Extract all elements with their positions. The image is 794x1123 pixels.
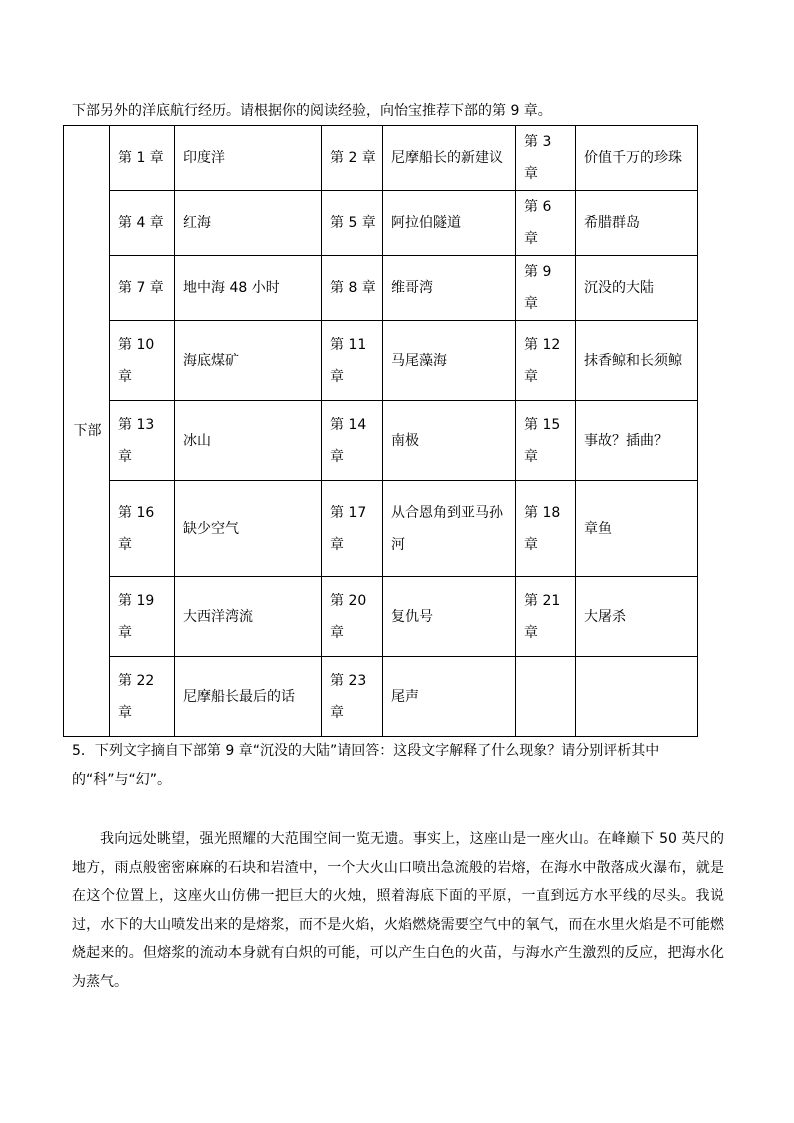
chapter-number: 第 18 章 [516,481,576,577]
chapter-number: 第 9 章 [516,256,576,321]
chapter-title: 马尾藻海 [383,321,516,401]
chapter-title: 南极 [383,401,516,481]
chapter-number: 第 17 章 [322,481,383,577]
chapter-title: 希腊群岛 [576,191,698,256]
table-row [64,321,698,401]
chapter-title: 章鱼 [576,481,698,577]
chapter-title: 价值千万的珍珠 [576,126,698,191]
chapter-number [516,657,576,737]
passage-text: 我向远处眺望，强光照耀的大范围空间一览无遗。事实上，这座山是一座火山。在峰巅下 50 英尺的地方，雨点般密密麻麻的石块和岩渣中，一个大火山口喷出急流般的岩熔，在海水中散落成火瀑布，就是在这个位置上，这座火山仿佛一把巨大的火烛，照着海底下面的平原，一直到远方水平线的尽头。我说过，水下的大山喷发出来的是熔浆，而不是火焰，火焰燃烧需要空气中的氧气，而在水里火焰是不可能燃烧起来的。但熔浆的流动本身就有白炽的可能，可以产生白色的火苗，与海水产生激烈的反应，把海水化为蒸气。 [72,831,724,990]
chapter-number: 第 5 章 [322,191,383,256]
chapter-title: 尼摩船长最后的话 [175,657,322,737]
chapter-title: 海底煤矿 [175,321,322,401]
chapter-number: 第 1 章 [110,126,175,191]
chapter-number: 第 3 章 [516,126,576,191]
chapter-number: 第 10 章 [110,321,175,401]
chapter-number: 第 11 章 [322,321,383,401]
chapter-number: 第 6 章 [516,191,576,256]
table-row [64,256,698,321]
chapter-title: 尾声 [383,657,516,737]
chapter-number: 第 20 章 [322,577,383,657]
chapter-number: 第 12 章 [516,321,576,401]
chapter-title: 抹香鲸和长须鲸 [576,321,698,401]
table-row [64,577,698,657]
chapter-title: 从合恩角到亚马孙河 [383,481,516,577]
question-text: 5．下列文字摘自下部第 9 章“沉没的大陆”请回答：这段文字解释了什么现象？请分别评析其中的“科”与“幻”。 [72,743,660,788]
chapter-title: 地中海 48 小时 [175,256,322,321]
chapter-title: 尼摩船长的新建议 [383,126,516,191]
chapter-title: 红海 [175,191,322,256]
chapter-number: 第 2 章 [322,126,383,191]
chapter-title: 冰山 [175,401,322,481]
chapter-title: 阿拉伯隧道 [383,191,516,256]
chapter-number: 第 16 章 [110,481,175,577]
chapter-number: 第 15 章 [516,401,576,481]
chapter-title: 复仇号 [383,577,516,657]
table-row [64,401,698,481]
chapter-number: 第 7 章 [110,256,175,321]
chapter-title [576,657,698,737]
chapter-number: 第 22 章 [110,657,175,737]
chapter-title: 印度洋 [175,126,322,191]
chapter-title: 大西洋湾流 [175,577,322,657]
chapter-number: 第 4 章 [110,191,175,256]
intro-text: 下部另外的洋底航行经历。请根据你的阅读经验，向怡宝推荐下部的第 9 章。 [72,103,552,119]
chapter-number: 第 8 章 [322,256,383,321]
table-row [64,191,698,256]
part-label: 下部 [64,126,110,737]
chapter-title: 维哥湾 [383,256,516,321]
chapter-number: 第 19 章 [110,577,175,657]
chapter-title: 大屠杀 [576,577,698,657]
chapter-title: 事故？插曲？ [576,401,698,481]
chapter-title: 缺少空气 [175,481,322,577]
chapter-title: 沉没的大陆 [576,256,698,321]
table-row [64,126,698,191]
chapter-number: 第 14 章 [322,401,383,481]
chapter-number: 第 23 章 [322,657,383,737]
chapter-number: 第 21 章 [516,577,576,657]
table-row [64,657,698,737]
chapter-table [63,125,698,737]
chapter-number: 第 13 章 [110,401,175,481]
table-row [64,481,698,577]
